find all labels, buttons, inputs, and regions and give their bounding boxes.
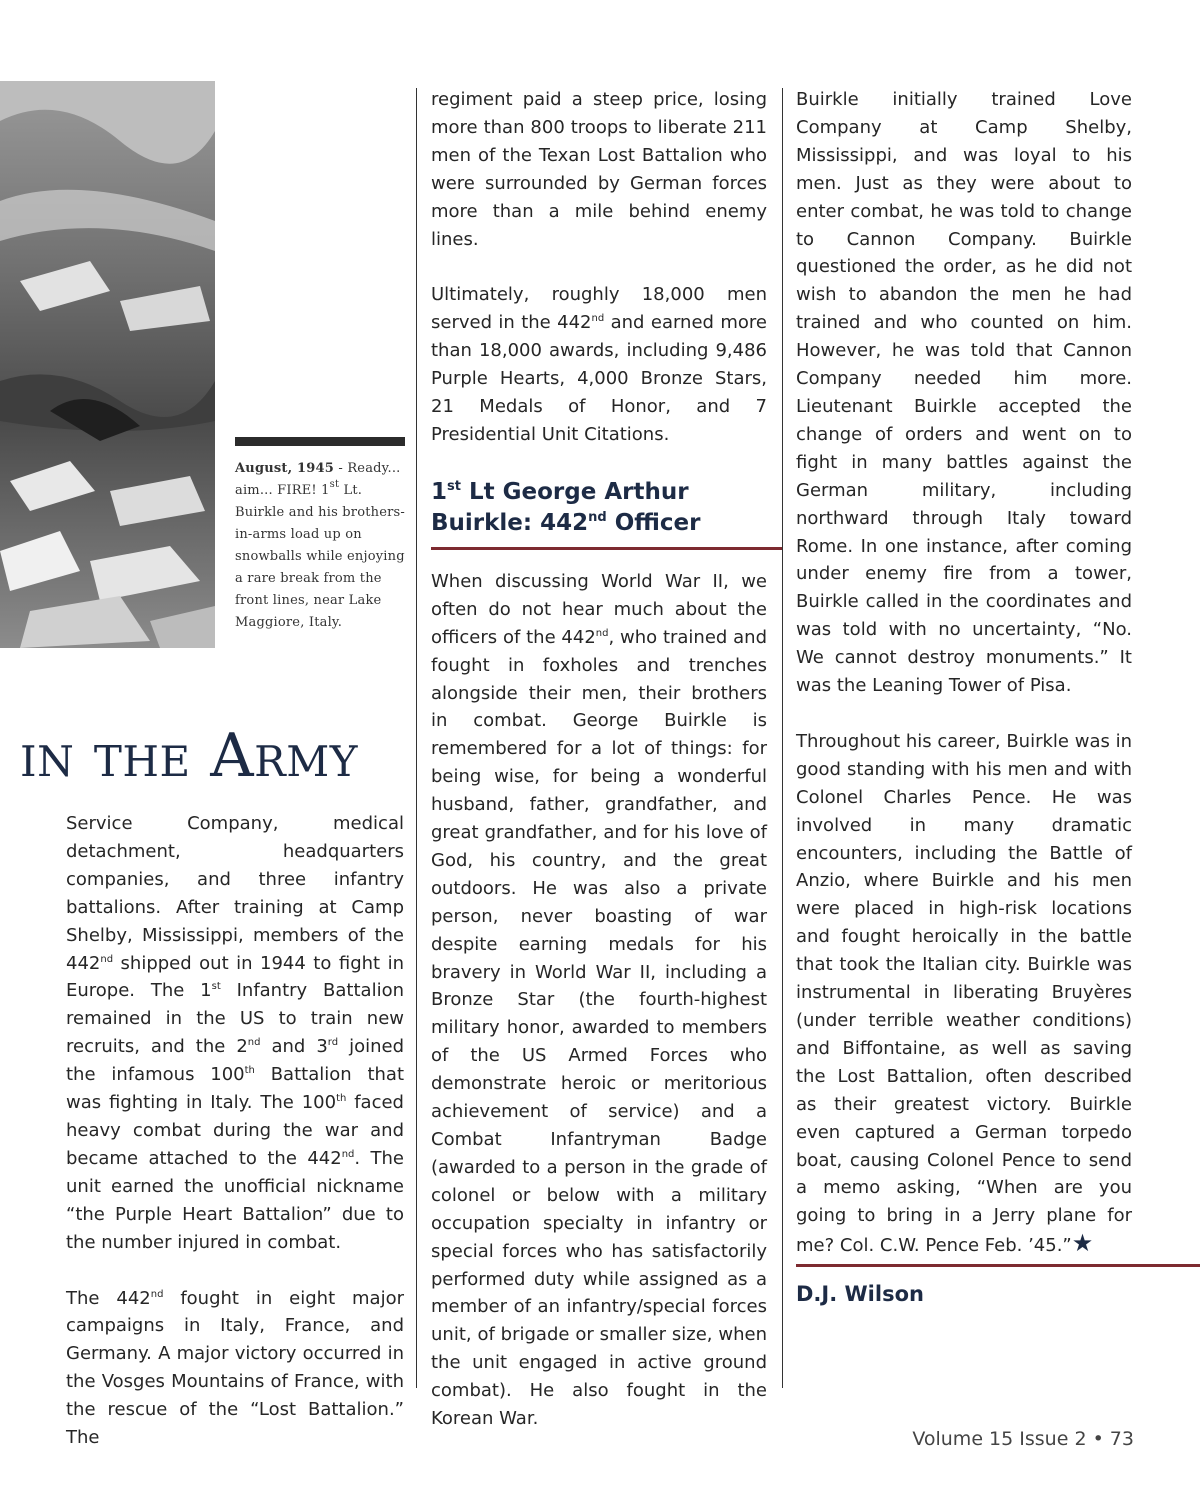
photo-caption bbox=[235, 458, 405, 634]
page-title: in the Army bbox=[20, 721, 358, 791]
paragraph: regiment paid a steep price, losing more than 800 troops to liberate 211 men of the Texan Lost Battalion who were surrounded by German forces more than a mile behind enemy lines. bbox=[431, 89, 767, 250]
column-1 bbox=[66, 810, 404, 1452]
caption-rule bbox=[235, 437, 405, 446]
page-footer: Volume 15 Issue 2 • 73 bbox=[912, 1428, 1134, 1450]
column-divider bbox=[782, 88, 783, 1388]
paragraph: Throughout his career, Buirkle was in good standing with his men and with Colonel Charles Pence. He was involved in many dramatic encounters, including the Battle of Anzio, where Buirkle and his men were placed in high-risk locations and fought heroically in the battle that took the Italian city. Buirkle was instrumental in liberating Bruyères (under terrible weather conditions) and Biffontaine, as well as saving the Lost Battalion, often described as their greatest victory. Buirkle even captured a German torpedo boat, causing Colonel Pence to send a memo asking, “When are you going to bring in a Jerry plane for me? Col. C.W. Pence Feb. ’45.”★ bbox=[796, 730, 1132, 1258]
author-rule bbox=[796, 1264, 1200, 1267]
caption-rank: 1 bbox=[321, 483, 330, 498]
paragraph: When discussing World War II, we often do not hear much about the officers of the 442nd, who trained and fought in foxholes and trenches alongside their men, their brothers in combat. George Buirkle is remembered for a lot of things: for being wise, for being a wonderful husband, father, grandfather, and great grandfather, and for his love of God, his country, and the great outdoors. He was also a private person, never boasting of war despite earning medals for his bravery in World War II, including a Bronze Star (the fourth-highest military honor, awarded to members of the US Armed Forces who demonstrate heroic or meritorious achievement of service) and a Combat Infantryman Badge (awarded to a person in the grade of colonel or below with a military occupation specialty in infantry or special forces who has satisfactorily performed duty while assigned as a member of an infantry/special forces unit, of brigade or smaller size, when the unit engaged in active ground combat). He also fought in the Korean War. bbox=[431, 570, 767, 1430]
column-3 bbox=[796, 86, 1132, 1260]
snow-mountain-photo-icon bbox=[0, 81, 215, 648]
author-byline: D.J. Wilson bbox=[796, 1282, 924, 1306]
paragraph: Buirkle initially trained Love Company at Camp Shelby, Mississippi, and was loyal to his men. Just as they were about to enter combat, he was told to change to Cannon Company. Buirkle questioned the order, as he did not wish to abandon the men he had trained and who counted on him. However, he was told that Cannon Company needed him more. Lieutenant Buirkle accepted the change of orders and went on to fight in many battles against the German military, including northward through Italy toward Rome. In one instance, after coming under enemy fire from a tower, Buirkle called in the coordinates and was told with no uncertainty, “No. We cannot destroy monuments.” It was the Leaning Tower of Pisa. bbox=[796, 89, 1132, 697]
caption-line1: Ready... aim... FIRE! bbox=[235, 461, 401, 498]
caption-text: Lt. Buirkle and his brothers-in-arms load up on snowballs while enjoying a rare break from the front lines, near Lake Maggiore, Italy. bbox=[235, 483, 406, 630]
caption-separator: - bbox=[334, 461, 348, 476]
archival-photo bbox=[0, 81, 215, 648]
paragraph: Ultimately, roughly 18,000 men served in the 442nd and earned more than 18,000 awards, including 9,486 Purple Hearts, 4,000 Bronze Stars, 21 Medals of Honor, and 7 Presidential Unit Citations. bbox=[431, 284, 767, 445]
paragraph: Service Company, medical detachment, headquarters companies, and three infantry battalions. After training at Camp Shelby, Mississippi, members of the 442nd shipped out in 1944 to fight in Europe. The 1st Infantry Battalion remained in the US to train new recruits, and the 2nd and 3rd joined the infamous 100th Battalion that was fighting in Italy. The 100th faced heavy combat during the war and became attached to the 442nd. The unit earned the unofficial nickname “the Purple Heart Battalion” due to the number injured in combat. bbox=[66, 813, 404, 1253]
section-heading: 1st Lt George Arthur Buirkle: 442nd Officer bbox=[431, 478, 701, 536]
paragraph: The 442nd fought in eight major campaigns in Italy, France, and Germany. A major victory occurred in the Vosges Mountains of France, with the rescue of the “Lost Battalion.” The bbox=[66, 1287, 404, 1449]
section-rule bbox=[431, 547, 782, 550]
column-divider bbox=[416, 88, 417, 1388]
caption-rank-sup: st bbox=[329, 479, 340, 490]
caption-date: August, 1945 bbox=[235, 461, 335, 476]
star-icon: ★ bbox=[1071, 1229, 1094, 1258]
column-2 bbox=[431, 86, 767, 1433]
